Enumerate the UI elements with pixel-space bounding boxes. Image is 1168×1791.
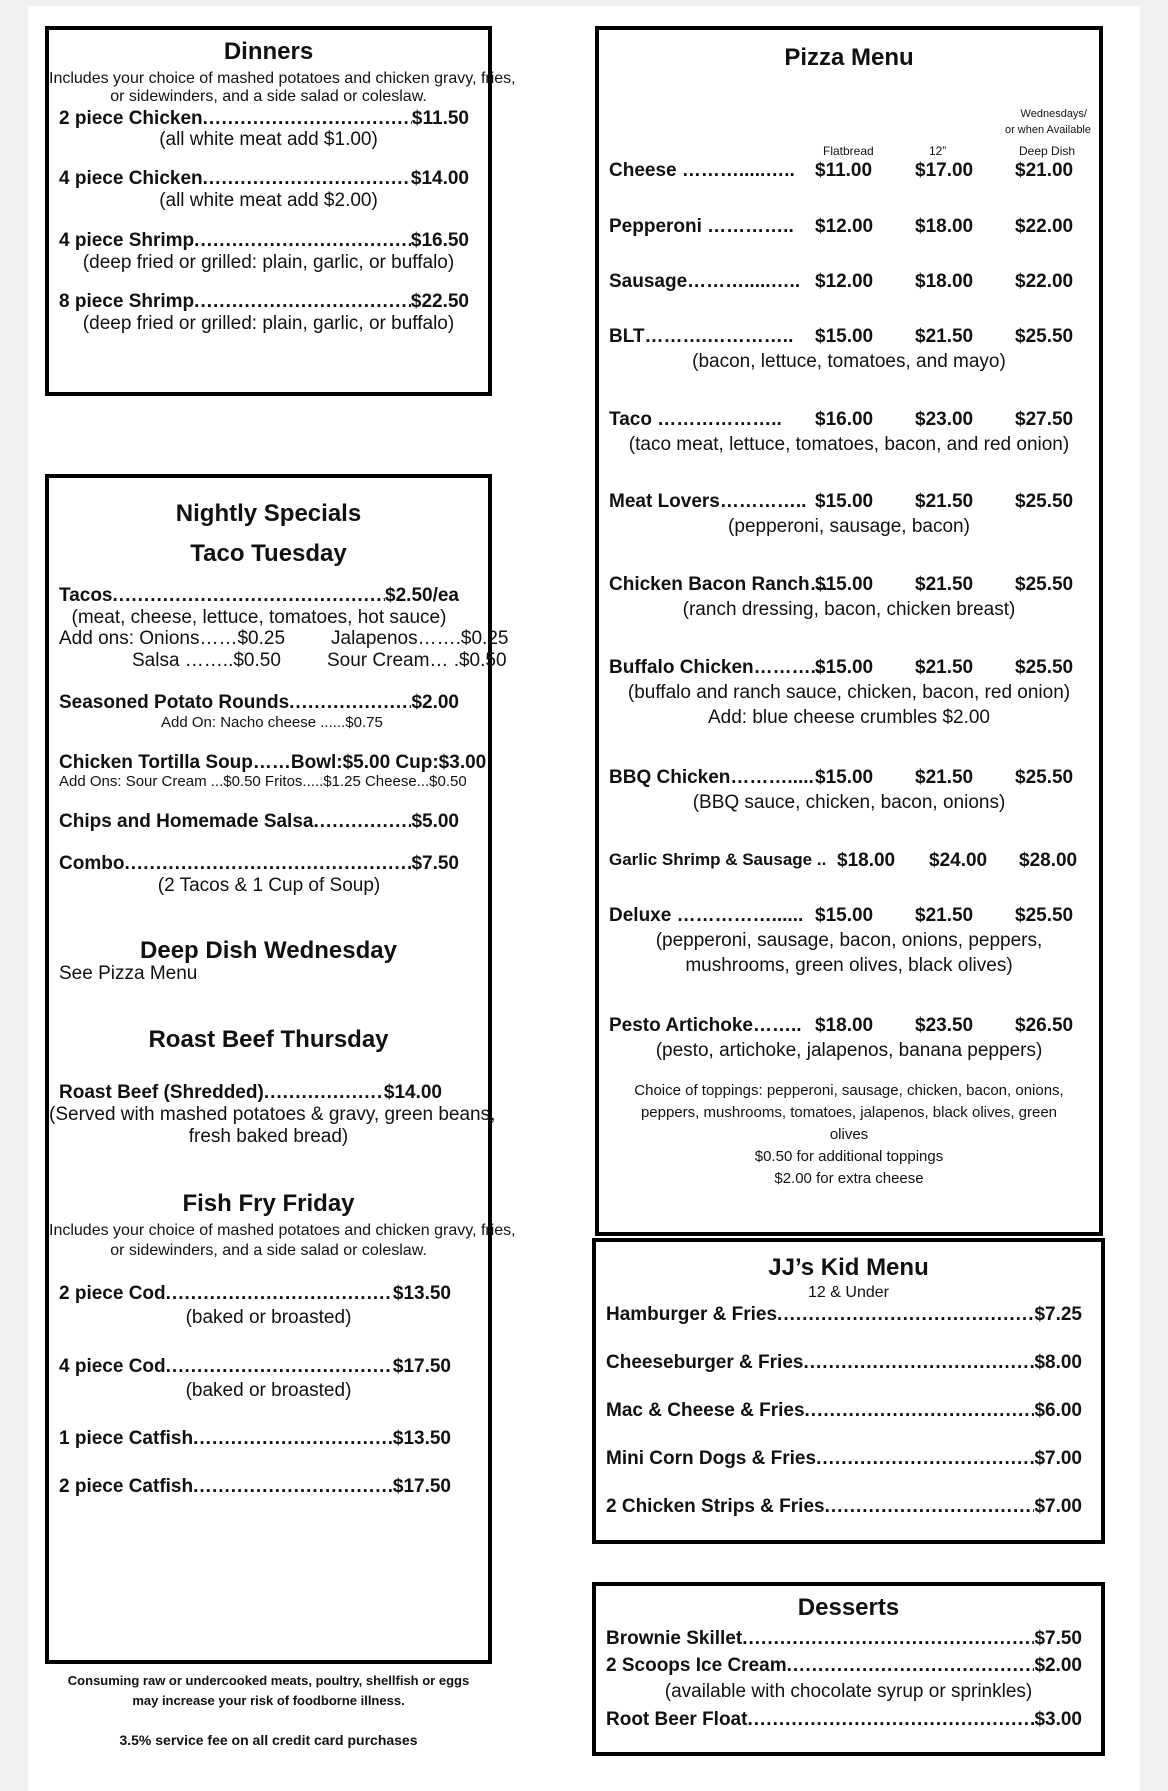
soup-item: Chicken Tortilla Soup……Bowl:$5.00 Cup:$3.00 [59, 752, 487, 773]
toppings-line: $0.50 for additional toppings [754, 1148, 944, 1165]
pizza-description: (buffalo and ranch sauce, chicken, bacon, red onion) [627, 682, 1071, 703]
item-name: 2 Scoops Ice Cream [606, 1655, 787, 1676]
pizza-description: (pesto, artichoke, jalapenos, banana peppers) [655, 1040, 1043, 1061]
menu-page [28, 6, 1140, 1791]
price-deep-dish: $28.00 [1019, 850, 1078, 871]
menu-item [606, 1628, 1082, 1650]
menu-item [59, 1082, 442, 1104]
item-price: $7.50 [411, 853, 459, 874]
price-12-inch: $21.50 [915, 326, 974, 347]
pizza-title: Pizza Menu [784, 44, 914, 71]
item-name: 2 Chicken Strips & Fries [606, 1496, 825, 1517]
kids-menu-section [592, 1238, 1105, 1544]
menu-item [606, 1352, 1082, 1374]
price-flatbread: $15.00 [815, 574, 874, 595]
menu-item [59, 168, 469, 190]
item-name: 8 piece Shrimp [59, 291, 195, 312]
menu-item [606, 1655, 1082, 1677]
pizza-description: (taco meat, lettuce, tomatoes, bacon, and red onion) [628, 434, 1070, 455]
pizza-name: Meat Lovers………….. [609, 491, 807, 512]
pizza-name: Sausage……….....….. [609, 271, 801, 292]
price-deep-dish: $25.50 [1015, 905, 1074, 926]
price-flatbread: $15.00 [815, 491, 874, 512]
menu-item [606, 1448, 1082, 1470]
col-header-flatbread: Flatbread [823, 144, 874, 158]
price-flatbread: $15.00 [815, 905, 874, 926]
item-note: (available with chocolate syrup or sprinkles) [664, 1681, 1033, 1702]
pizza-description: (bacon, lettuce, tomatoes, and mayo) [692, 351, 1006, 372]
food-warning: Consuming raw or undercooked meats, poultry, shellfish or eggs [67, 1673, 470, 1688]
item-price: $14.00 [383, 1082, 442, 1103]
item-note: (deep fried or grilled: plain, garlic, or buffalo) [82, 313, 455, 334]
price-deep-dish: $25.50 [1015, 657, 1074, 678]
menu-item [59, 291, 469, 313]
item-name: Combo [59, 853, 125, 874]
kids-menu-title: JJ’s Kid Menu [768, 1254, 929, 1281]
deep-dish-availability: Wednesdays/ [1020, 108, 1087, 120]
item-price: $17.50 [392, 1476, 451, 1497]
addon-text: Add ons: Onions……$0.25 [59, 628, 286, 649]
price-12-inch: $21.50 [915, 657, 974, 678]
price-flatbread: $15.00 [815, 767, 874, 788]
col-header-12-inch: 12” [929, 144, 947, 158]
addon-text: Salsa ……..$0.50 [132, 650, 281, 671]
item-price: $22.50 [410, 291, 469, 312]
price-deep-dish: $22.00 [1015, 216, 1074, 237]
price-12-inch: $21.50 [915, 491, 974, 512]
price-12-inch: $21.50 [915, 767, 974, 788]
price-flatbread: $15.00 [815, 326, 874, 347]
price-deep-dish: $21.00 [1015, 160, 1074, 181]
item-name: Mac & Cheese & Fries [606, 1400, 805, 1421]
desserts-title: Desserts [797, 1594, 900, 1621]
item-note: Add On: Nacho cheese ......$0.75 [161, 714, 383, 731]
desserts-section [592, 1582, 1105, 1756]
price-12-inch: $18.00 [915, 271, 974, 292]
pizza-name: Cheese ……….....….. [609, 160, 795, 181]
menu-item [59, 585, 459, 607]
item-name: 4 piece Shrimp [59, 230, 195, 251]
roast-beef-title: Roast Beef Thursday [148, 1026, 389, 1053]
pizza-name: Pepperoni ………….. [609, 216, 794, 237]
price-deep-dish: $26.50 [1015, 1015, 1074, 1036]
item-price: $7.00 [1034, 1448, 1082, 1469]
item-name: Hamburger & Fries [606, 1304, 778, 1325]
pizza-name: BLT……….………….. [609, 326, 794, 347]
menu-item [59, 853, 459, 875]
toppings-line: olives [829, 1126, 869, 1143]
pizza-description: Add: blue cheese crumbles $2.00 [707, 707, 990, 728]
item-price: $7.50 [1034, 1628, 1082, 1649]
price-deep-dish: $25.50 [1015, 767, 1074, 788]
dinners-description: Includes your choice of mashed potatoes and chicken gravy, fries, [49, 70, 516, 87]
item-note: (all white meat add $1.00) [159, 129, 378, 150]
pizza-name: Buffalo Chicken……….. [609, 657, 822, 678]
item-name: Seasoned Potato Rounds [59, 692, 290, 713]
price-deep-dish: $25.50 [1015, 326, 1074, 347]
fish-fry-title: Fish Fry Friday [182, 1190, 355, 1217]
nightly-specials-section [45, 474, 516, 1664]
kids-menu-subtitle: 12 & Under [808, 1284, 889, 1301]
pizza-description: (pepperoni, sausage, bacon, onions, peppers, [655, 930, 1043, 951]
pizza-description: (pepperoni, sausage, bacon) [728, 516, 970, 537]
price-12-inch: $21.50 [915, 574, 974, 595]
menu-item [59, 108, 469, 130]
toppings-line: $2.00 for extra cheese [774, 1170, 924, 1187]
menu-item [59, 230, 469, 252]
item-name: Mini Corn Dogs & Fries [606, 1448, 817, 1469]
addon-text: Jalapenos…….$0.25 [331, 628, 509, 649]
deep-dish-note: See Pizza Menu [59, 963, 198, 984]
pizza-name: Taco ……………….. [609, 409, 782, 430]
menu-item [606, 1400, 1082, 1422]
pizza-name: BBQ Chicken………..... [609, 767, 814, 788]
price-deep-dish: $22.00 [1015, 271, 1074, 292]
item-price: $13.50 [392, 1428, 451, 1449]
fish-fry-description: Includes your choice of mashed potatoes and chicken gravy, fries, [49, 1222, 516, 1239]
price-12-inch: $17.00 [915, 160, 974, 181]
price-flatbread: $12.00 [815, 271, 874, 292]
specials-title: Nightly Specials [175, 500, 362, 527]
menu-item [59, 692, 459, 714]
pizza-description: (BBQ sauce, chicken, bacon, onions) [692, 792, 1006, 813]
addon-text: Sour Cream… .$0.50 [327, 650, 507, 671]
toppings-line: peppers, mushrooms, tomatoes, jalapenos, black olives, green [640, 1104, 1058, 1121]
item-name: 4 piece Chicken [59, 168, 203, 189]
toppings-line: Choice of toppings: pepperoni, sausage, chicken, bacon, onions, [634, 1082, 1064, 1099]
item-name: 2 piece Catfish [59, 1476, 194, 1497]
item-price: $3.00 [1034, 1709, 1082, 1730]
pizza-name: Deluxe ……………...... [609, 905, 804, 926]
item-name: Cheeseburger & Fries [606, 1352, 804, 1373]
pizza-menu-section [595, 26, 1103, 1236]
price-12-inch: $21.50 [915, 905, 974, 926]
menu-item [59, 1428, 451, 1450]
dinners-title: Dinners [223, 38, 314, 65]
menu-item [606, 1709, 1082, 1731]
food-warning: may increase your risk of foodborne illness. [132, 1693, 405, 1708]
fish-fry-description: or sidewinders, and a side salad or coleslaw. [110, 1242, 427, 1259]
item-price: $2.50/ea [385, 585, 459, 606]
price-flatbread: $18.00 [837, 850, 896, 871]
item-name: 2 piece Cod [59, 1283, 166, 1304]
item-price: $16.50 [410, 230, 469, 251]
taco-tuesday-title: Taco Tuesday [190, 540, 347, 567]
pizza-description: mushrooms, green olives, black olives) [685, 955, 1013, 976]
col-header-deep-dish: Deep Dish [1019, 144, 1076, 158]
item-note: (meat, cheese, lettuce, tomatoes, hot sauce) [71, 607, 447, 628]
item-note: (all white meat add $2.00) [159, 190, 378, 211]
item-note: (baked or broasted) [185, 1307, 352, 1328]
item-price: $7.25 [1034, 1304, 1082, 1325]
price-12-inch: $23.50 [915, 1015, 974, 1036]
item-name: Chips and Homemade Salsa [59, 811, 314, 832]
item-note: (Served with mashed potatoes & gravy, green beans, [49, 1104, 496, 1125]
item-name: Roast Beef (Shredded) [59, 1082, 264, 1103]
price-flatbread: $12.00 [815, 216, 874, 237]
price-deep-dish: $27.50 [1015, 409, 1074, 430]
item-price: $8.00 [1034, 1352, 1082, 1373]
item-price: $13.50 [392, 1283, 451, 1304]
deep-dish-title: Deep Dish Wednesday [140, 937, 397, 964]
price-12-inch: $18.00 [915, 216, 974, 237]
item-price: $2.00 [411, 692, 459, 713]
item-name: 1 piece Catfish [59, 1428, 194, 1449]
item-price: $17.50 [392, 1356, 451, 1377]
item-name: Root Beer Float [606, 1709, 748, 1730]
pizza-name: Garlic Shrimp & Sausage .. [609, 850, 827, 869]
price-flatbread: $15.00 [815, 657, 874, 678]
item-note: (deep fried or grilled: plain, garlic, or buffalo) [82, 252, 455, 273]
item-note: fresh baked bread) [188, 1126, 349, 1147]
item-name: 2 piece Chicken [59, 108, 203, 129]
price-12-inch: $24.00 [929, 850, 988, 871]
price-flatbread: $16.00 [815, 409, 874, 430]
item-price: $6.00 [1034, 1400, 1082, 1421]
menu-item [59, 1356, 451, 1378]
price-deep-dish: $25.50 [1015, 491, 1074, 512]
menu-item [59, 1476, 451, 1498]
item-name: Brownie Skillet [606, 1628, 743, 1649]
price-flatbread: $18.00 [815, 1015, 874, 1036]
menu-item [606, 1496, 1082, 1518]
dinners-section [45, 26, 516, 396]
item-note: (baked or broasted) [185, 1380, 352, 1401]
item-name: 4 piece Cod [59, 1356, 166, 1377]
service-fee-note: 3.5% service fee on all credit card purchases [119, 1732, 418, 1748]
deep-dish-availability: or when Available [1004, 124, 1091, 136]
item-price: $5.00 [411, 811, 459, 832]
price-flatbread: $11.00 [815, 160, 873, 181]
menu-item [59, 1283, 451, 1305]
price-deep-dish: $25.50 [1015, 574, 1074, 595]
price-12-inch: $23.00 [915, 409, 974, 430]
pizza-name: Pesto Artichoke…….. [609, 1015, 802, 1036]
item-price: $2.00 [1034, 1655, 1082, 1676]
item-name: Tacos [59, 585, 113, 606]
item-price: $14.00 [410, 168, 469, 189]
item-price: $11.50 [411, 108, 469, 129]
menu-item [606, 1304, 1082, 1326]
item-price: $7.00 [1034, 1496, 1082, 1517]
pizza-description: (ranch dressing, bacon, chicken breast) [682, 599, 1016, 620]
dinners-description: or sidewinders, and a side salad or coleslaw. [110, 88, 427, 105]
item-note: (2 Tacos & 1 Cup of Soup) [157, 875, 381, 896]
pizza-name: Chicken Bacon Ranch… [609, 574, 829, 595]
item-note: Add Ons: Sour Cream ...$0.50 Fritos.....$1.25 Cheese...$0.50 [59, 773, 467, 790]
menu-item [59, 811, 459, 833]
